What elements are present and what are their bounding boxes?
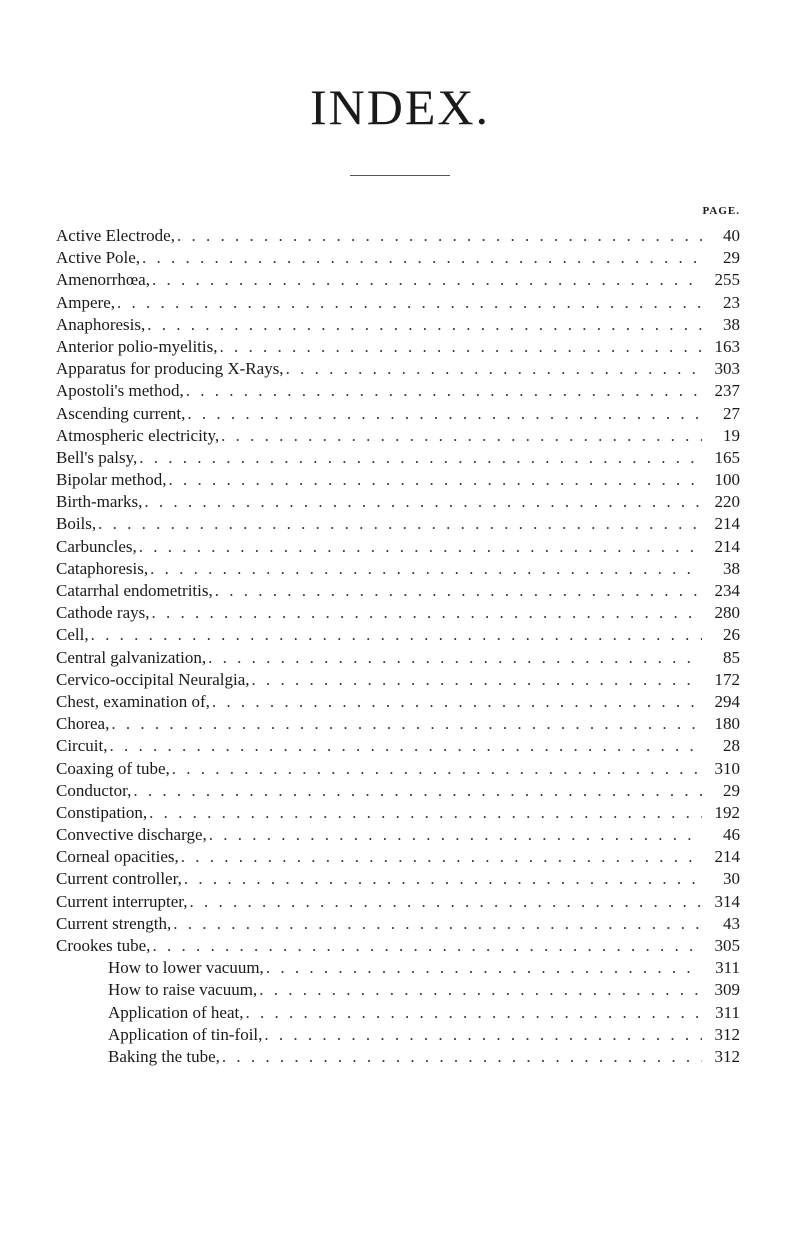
entry-term: Anaphoresis, <box>56 314 146 334</box>
entry-term: Carbuncles, <box>56 536 137 556</box>
entry-term: Application of tin-foil, <box>108 1024 263 1044</box>
dot-leader <box>177 225 702 247</box>
index-entry <box>56 403 740 425</box>
entry-term: Catarrhal endometritis, <box>56 581 213 600</box>
entry-term: Ampere, <box>56 292 116 312</box>
entry-term: Bell's palsy, <box>56 447 138 467</box>
index-entry <box>56 425 740 447</box>
dot-leader <box>144 491 702 513</box>
dot-leader <box>139 536 702 558</box>
entry-term: How to raise vacuum, <box>108 980 258 1000</box>
dot-leader <box>259 979 702 1001</box>
entry-page-number: 220 <box>714 492 740 512</box>
entry-term: Current controller, <box>56 869 182 889</box>
entry-page-number: 100 <box>714 470 740 490</box>
dot-leader <box>109 735 702 757</box>
entry-page-number: 23 <box>723 292 740 312</box>
entry-term: Apostoli's method, <box>56 381 184 401</box>
entry-page-number: 38 <box>723 558 740 578</box>
entry-term: Constipation, <box>56 802 148 822</box>
entry-page-number: 19 <box>723 425 740 445</box>
dot-leader <box>208 647 702 669</box>
entry-page-number: 28 <box>723 736 740 756</box>
index-entry <box>56 536 740 558</box>
entry-page-number: 172 <box>714 669 740 689</box>
index-entry <box>56 292 740 314</box>
entry-term: Conductor, <box>56 780 132 800</box>
index-entry <box>56 247 740 269</box>
entry-page-number: 43 <box>723 913 740 933</box>
title-divider <box>350 175 450 176</box>
dot-leader <box>221 425 702 447</box>
dot-leader <box>173 913 702 935</box>
index-entry <box>56 802 740 824</box>
entry-page-number: 46 <box>723 825 740 845</box>
index-entry <box>56 602 740 624</box>
dot-leader <box>266 957 702 979</box>
dot-leader <box>91 624 702 646</box>
index-subentry <box>56 979 740 1001</box>
entry-page-number: 310 <box>714 758 740 778</box>
entry-page-number: 237 <box>714 381 740 401</box>
entry-term: Coaxing of tube, <box>56 758 170 778</box>
dot-leader <box>149 802 702 824</box>
entry-term: Bipolar method, <box>56 470 167 490</box>
index-entry <box>56 580 740 602</box>
dot-leader <box>186 380 702 402</box>
dot-leader <box>222 1046 702 1068</box>
entry-page-number: 314 <box>714 891 740 911</box>
index-entry <box>56 314 740 336</box>
dot-leader <box>168 469 702 491</box>
index-entry <box>56 735 740 757</box>
index-entry <box>56 846 740 868</box>
entry-page-number: 30 <box>723 869 740 889</box>
entry-page-number: 280 <box>714 603 740 623</box>
entry-page-number: 27 <box>723 403 740 423</box>
index-entry <box>56 691 740 713</box>
dot-leader <box>209 824 702 846</box>
entry-term: Cell, <box>56 625 89 645</box>
entry-page-number: 311 <box>715 958 740 978</box>
entry-page-number: 40 <box>723 226 740 245</box>
entry-term: Active Electrode, <box>56 226 175 245</box>
index-entry <box>56 380 740 402</box>
entry-page-number: 309 <box>714 980 740 1000</box>
dot-leader <box>152 935 702 957</box>
index-entry <box>56 558 740 580</box>
dot-leader <box>152 269 702 291</box>
index-entry <box>56 758 740 780</box>
entry-page-number: 303 <box>714 359 740 379</box>
index-entry <box>56 358 740 380</box>
entry-term: Cathode rays, <box>56 603 150 623</box>
entry-page-number: 26 <box>723 625 740 645</box>
entry-page-number: 214 <box>714 536 740 556</box>
entry-term: Amenorrhœa, <box>56 270 150 290</box>
dot-leader <box>252 669 702 691</box>
entry-term: Convective discharge, <box>56 825 207 845</box>
entry-term: Baking the tube, <box>108 1046 220 1066</box>
index-subentry <box>56 957 740 979</box>
page-title: INDEX. <box>309 79 491 135</box>
dot-leader <box>151 602 702 624</box>
index-entry <box>56 469 740 491</box>
entry-term: Ascending current, <box>56 403 186 423</box>
entry-term: Birth-marks, <box>56 492 143 512</box>
entry-page-number: 85 <box>723 647 740 667</box>
entry-page-number: 311 <box>715 1002 740 1022</box>
index-subentry <box>56 1002 740 1024</box>
entry-page-number: 192 <box>714 802 740 822</box>
entry-term: Active Pole, <box>56 248 141 268</box>
index-entry <box>56 269 740 291</box>
dot-leader <box>264 1024 702 1046</box>
dot-leader <box>181 846 702 868</box>
entry-page-number: 305 <box>714 936 740 955</box>
entry-page-number: 29 <box>723 248 740 268</box>
dot-leader <box>139 447 702 469</box>
entry-page-number: 234 <box>714 581 740 600</box>
dot-leader <box>184 868 702 890</box>
index-subentry <box>56 1046 740 1068</box>
dot-leader <box>150 558 702 580</box>
dot-leader <box>187 403 702 425</box>
entry-term: Application of heat, <box>108 1002 244 1022</box>
index-subentry <box>56 1024 740 1046</box>
entry-term: Chest, examination of, <box>56 691 210 711</box>
index-entry <box>56 913 740 935</box>
entry-term: Cataphoresis, <box>56 558 149 578</box>
entry-term: Chorea, <box>56 714 110 734</box>
page-column-header: PAGE. <box>702 205 740 217</box>
entry-term: Current strength, <box>56 913 172 933</box>
entry-term: Central galvanization, <box>56 647 207 667</box>
entry-page-number: 38 <box>723 314 740 334</box>
index-entry <box>56 513 740 535</box>
dot-leader <box>147 314 702 336</box>
entry-page-number: 214 <box>714 514 740 534</box>
entry-term: Anterior polio-myelitis, <box>56 336 218 356</box>
entry-term: Current interrupter, <box>56 891 188 911</box>
entry-page-number: 255 <box>714 270 740 290</box>
entry-page-number: 312 <box>714 1046 740 1066</box>
index-entry <box>56 447 740 469</box>
entry-page-number: 180 <box>714 714 740 734</box>
index-entry <box>56 491 740 513</box>
index-entry <box>56 824 740 846</box>
index-entry <box>56 647 740 669</box>
dot-leader <box>117 292 702 314</box>
dot-leader <box>133 780 702 802</box>
dot-leader <box>246 1002 703 1024</box>
index-entry <box>56 780 740 802</box>
entry-term: How to lower vacuum, <box>108 958 264 978</box>
entry-term: Crookes tube, <box>56 936 151 955</box>
entry-term: Corneal opacities, <box>56 847 179 867</box>
dot-leader <box>172 758 702 780</box>
dot-leader <box>286 358 702 380</box>
entry-term: Boils, <box>56 514 97 534</box>
index-entry <box>56 624 740 646</box>
index-entry <box>56 669 740 691</box>
dot-leader <box>219 336 702 358</box>
entry-page-number: 214 <box>714 847 740 867</box>
entry-page-number: 312 <box>714 1024 740 1044</box>
index-list <box>56 225 740 1068</box>
index-entry <box>56 935 740 957</box>
dot-leader <box>215 580 702 602</box>
index-entry <box>56 868 740 890</box>
dot-leader <box>190 891 703 913</box>
dot-leader <box>98 513 702 535</box>
index-entry <box>56 225 740 247</box>
entry-page-number: 163 <box>714 336 740 356</box>
dot-leader <box>212 691 702 713</box>
index-entry <box>56 891 740 913</box>
index-entry <box>56 713 740 735</box>
dot-leader <box>111 713 702 735</box>
dot-leader <box>142 247 702 269</box>
entry-page-number: 29 <box>723 780 740 800</box>
entry-term: Circuit, <box>56 736 108 756</box>
entry-term: Atmospheric electricity, <box>56 425 220 445</box>
entry-term: Apparatus for producing X-Rays, <box>56 359 284 379</box>
entry-page-number: 165 <box>714 447 740 467</box>
entry-term: Cervico-occipital Neuralgia, <box>56 669 250 689</box>
entry-page-number: 294 <box>714 691 740 711</box>
index-entry <box>56 336 740 358</box>
